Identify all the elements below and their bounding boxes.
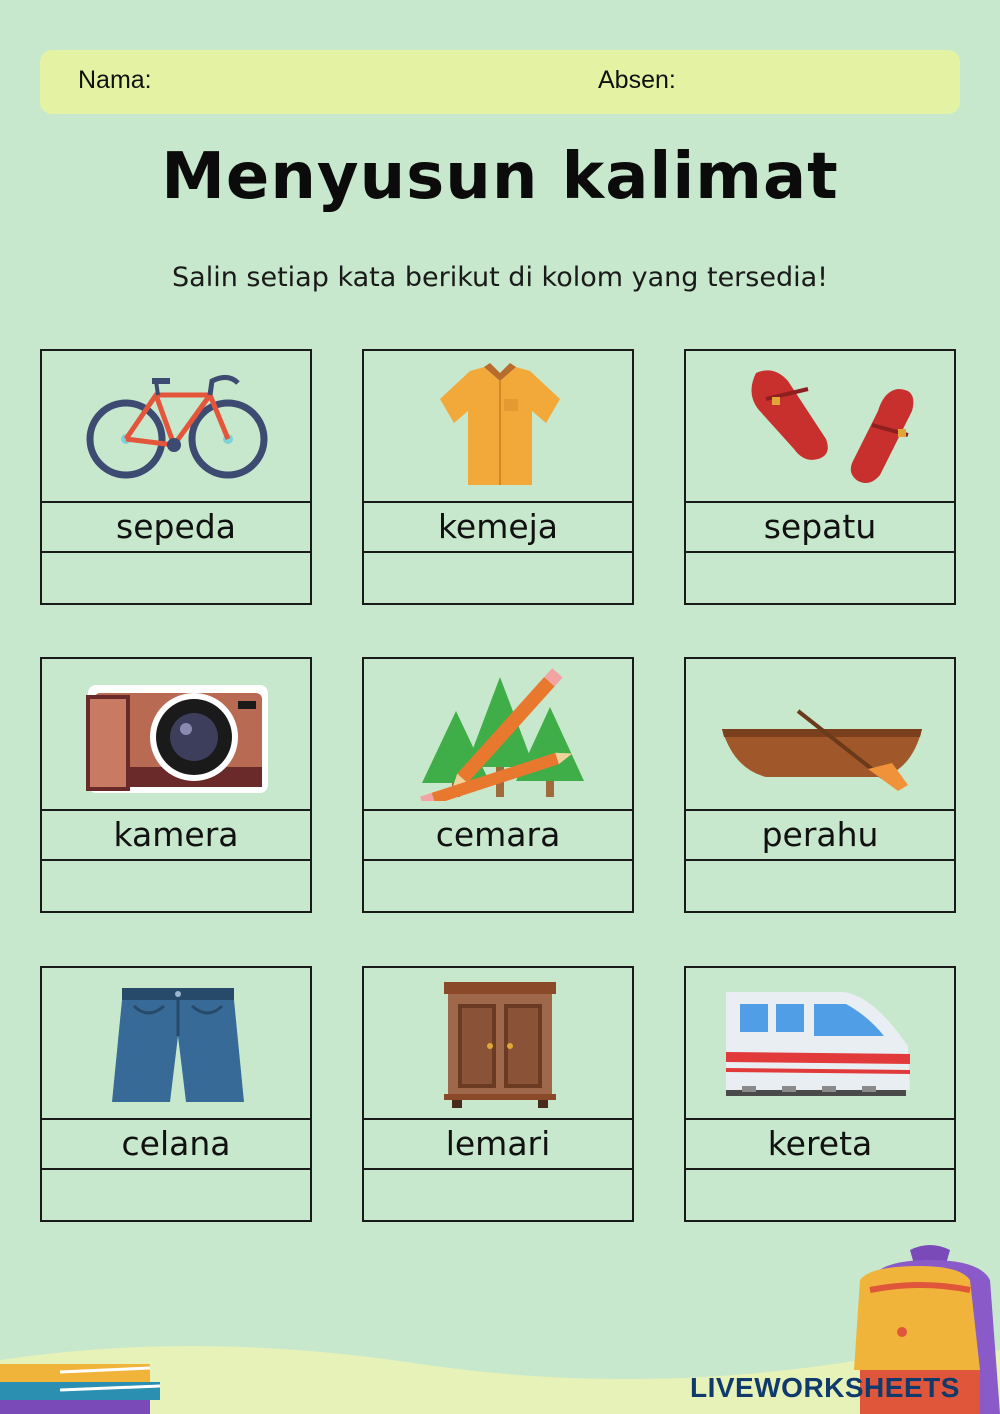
word-label: sepatu [686, 501, 954, 553]
word-label: kamera [42, 809, 310, 861]
answer-field-celana[interactable] [42, 1170, 310, 1220]
answer-field-lemari[interactable] [364, 1170, 632, 1220]
word-label: kemeja [364, 501, 632, 553]
word-card-sepeda [40, 349, 312, 605]
camera-icon [42, 659, 310, 809]
header-bar [40, 50, 960, 114]
answer-field-kereta[interactable] [686, 1170, 954, 1220]
wardrobe-icon [364, 968, 632, 1118]
instruction-text: Salin setiap kata berikut di kolom yang tersedia! [172, 262, 828, 293]
answer-field-sepeda[interactable] [42, 553, 310, 603]
absen-label: Absen: [598, 66, 676, 94]
word-label: sepeda [42, 501, 310, 553]
answer-field-sepatu[interactable] [686, 553, 954, 603]
word-label: celana [42, 1118, 310, 1170]
answer-field-cemara[interactable] [364, 861, 632, 911]
word-label: kereta [686, 1118, 954, 1170]
bicycle-icon [42, 351, 310, 501]
answer-field-perahu[interactable] [686, 861, 954, 911]
word-card-sepatu [684, 349, 956, 605]
shoes-icon [686, 351, 954, 501]
word-card-kamera [40, 657, 312, 913]
answer-field-kamera[interactable] [42, 861, 310, 911]
answer-field-kemeja[interactable] [364, 553, 632, 603]
name-label: Nama: [78, 66, 152, 94]
pine-trees-icon [364, 659, 632, 809]
word-label: perahu [686, 809, 954, 861]
shirt-icon [364, 351, 632, 501]
word-label: cemara [364, 809, 632, 861]
page-title: Menyusun kalimat [161, 140, 839, 214]
boat-icon [686, 659, 954, 809]
word-label: lemari [364, 1118, 632, 1170]
liveworksheets-logo: LIVEWORKSHEETS [690, 1372, 960, 1403]
train-icon [686, 968, 954, 1118]
word-card-celana [40, 966, 312, 1222]
word-card-perahu [684, 657, 956, 913]
word-card-kemeja [362, 349, 634, 605]
word-card-cemara [362, 657, 634, 913]
word-card-lemari [362, 966, 634, 1222]
books-icon [0, 1364, 160, 1414]
shorts-icon [42, 968, 310, 1118]
word-card-kereta [684, 966, 956, 1222]
